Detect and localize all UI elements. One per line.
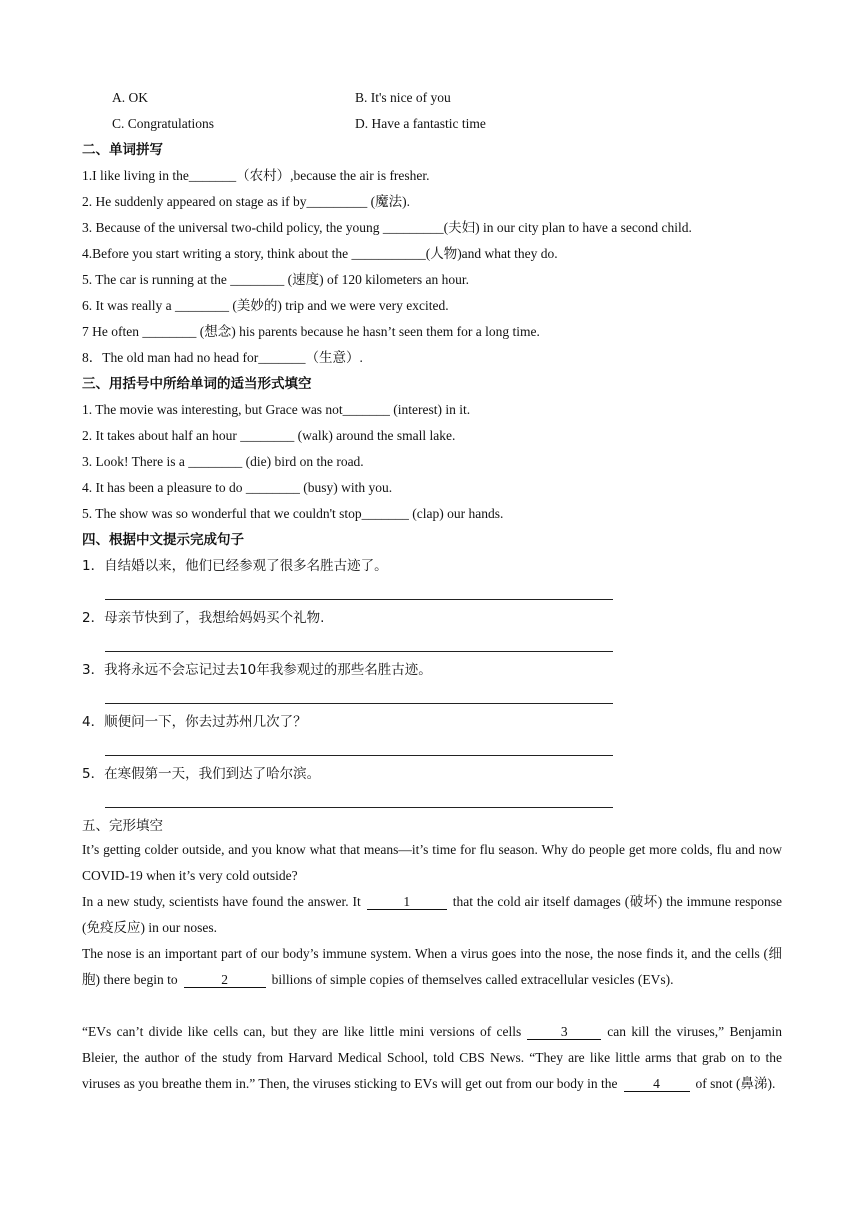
- cloze-text: In a new study, scientists have found the answer. It: [82, 894, 361, 909]
- cloze-blank-1[interactable]: 1: [367, 895, 447, 910]
- cloze-blank-4[interactable]: 4: [624, 1077, 690, 1092]
- answer-line-5: [105, 807, 613, 808]
- section2-item-5: 5. The car is running at the ________ (速度) of 120 kilometers an hour.: [82, 272, 470, 287]
- section3-title: 三、用括号中所给单词的适当形式填空: [82, 376, 312, 392]
- cloze-text: that the cold air itself damages (破坏) the immune response (免疫反应) in our noses.: [82, 894, 783, 935]
- cloze-text: The nose is an important part of our body’s immune system. When a virus goes into the nose, the nose finds it, and the cells (细胞) there begin to: [82, 946, 782, 987]
- section4-title: 四、根据中文提示完成句子: [82, 532, 244, 548]
- section2-item-1: 1.I like living in the_______（农村）,because the air is fresher.: [82, 168, 430, 183]
- option-b: B. It's nice of you: [355, 90, 451, 105]
- section2-title: 二、单词拼写: [82, 142, 163, 158]
- section3-item-3: 3. Look! There is a ________ (die) bird on the road.: [82, 454, 364, 469]
- section4-item-5: 5．在寒假第一天，我们到达了哈尔滨。: [82, 766, 321, 782]
- option-d: D. Have a fantastic time: [355, 116, 486, 131]
- option-c: C. Congratulations: [112, 116, 214, 131]
- section2-item-6: 6. It was really a ________ (美妙的) trip and we were very excited.: [82, 298, 449, 313]
- answer-line-1: [105, 599, 613, 600]
- cloze-blank-3[interactable]: 3: [527, 1025, 601, 1040]
- section3-item-1: 1. The movie was interesting, but Grace was not_______ (interest) in it.: [82, 402, 471, 417]
- section4-item-4: 4．顺便问一下，你去过苏州几次了？: [82, 714, 307, 730]
- cloze-text: billions of simple copies of themselves called extracellular vesicles (EVs).: [271, 972, 674, 987]
- section2-item-7: 7 He often ________ (想念) his parents because he hasn’t seen them for a long time.: [82, 324, 540, 339]
- section4-item-2: 2．母亲节快到了，我想给妈妈买个礼物.: [82, 610, 325, 626]
- section4-item-1: 1．自结婚以来，他们已经参观了很多名胜古迹了。: [82, 558, 388, 574]
- section5-title: 五、完形填空: [82, 818, 163, 834]
- cloze-paragraph-2: [82, 889, 782, 941]
- cloze-paragraph-3: [82, 941, 782, 993]
- section2-item-8: 8．The old man had no head for_______（生意）.: [82, 350, 363, 365]
- option-a: A. OK: [112, 90, 148, 105]
- cloze-text: of snot (鼻涕).: [695, 1076, 776, 1091]
- section3-item-4: 4. It has been a pleasure to do ________ (busy) with you.: [82, 480, 393, 495]
- cloze-paragraph-1: It’s getting colder outside, and you know what that means—it’s time for flu season. Why do people get more colds, flu and now COVID-19 when it’s very cold outside?: [82, 842, 782, 883]
- section2-item-2: 2. He suddenly appeared on stage as if by_________ (魔法).: [82, 194, 411, 209]
- answer-line-3: [105, 703, 613, 704]
- section3-item-2: 2. It takes about half an hour ________ (walk) around the small lake.: [82, 428, 456, 443]
- section2-item-4: 4.Before you start writing a story, think about the ___________(人物)and what they do.: [82, 246, 558, 261]
- answer-line-4: [105, 755, 613, 756]
- section2-item-3: 3. Because of the universal two-child policy, the young _________(夫妇) in our city plan to have a second child.: [82, 220, 692, 235]
- section3-item-5: 5. The show was so wonderful that we couldn't stop_______ (clap) our hands.: [82, 506, 504, 521]
- cloze-paragraph-4: [82, 1019, 782, 1097]
- section4-item-3: 3．我将永远不会忘记过去10年我参观过的那些名胜古迹。: [82, 662, 432, 678]
- cloze-text: can kill the viruses,” Benjamin Bleier, the author of the study from Harvard Medical School, told CBS News. “They are like little arms that grab on to the viruses as you breathe them in.” Then, the viruses sticking to EVs will get out from our body in the: [82, 1024, 782, 1091]
- answer-line-2: [105, 651, 613, 652]
- cloze-text: “EVs can’t divide like cells can, but they are like little mini versions of cells: [82, 1024, 522, 1039]
- cloze-blank-2[interactable]: 2: [184, 973, 266, 988]
